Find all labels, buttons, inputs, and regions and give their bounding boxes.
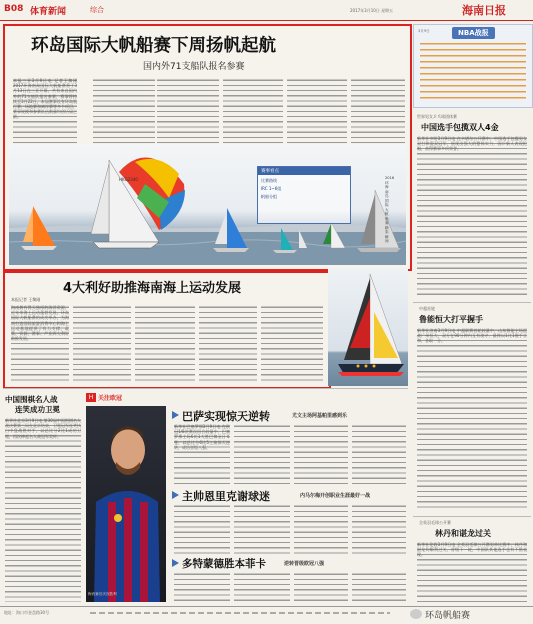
page-number: B08	[4, 4, 24, 14]
masthead: 海南日报	[462, 4, 506, 17]
second-title: 4大利好助推海南海上运动发展	[63, 281, 242, 296]
bottom-right-article	[413, 518, 531, 604]
lead-body-col6	[351, 78, 405, 148]
lead-photo-caption: 2016环海南岛国际大帆船赛精彩瞬间	[385, 176, 395, 243]
second-body-col4	[199, 305, 257, 383]
right-article-2	[413, 304, 531, 514]
right2-body: 新华社济南3月9日电 中超联赛首轮较量中，山东鲁能主场迎战广州恒大，双方在90分钟内互有攻守，最终以1比1握手言和，各取一分。	[417, 328, 527, 508]
route-info-item: 帆船分组	[261, 194, 277, 199]
lead-body-col1: 本报三亚3月9日电 记者王黎刚 2017环海南岛国际大帆船赛将于3月13日在三亚开幕，共有来自国内外的71支船队报名参赛，赛事将持续至3月22日。本届赛事设有环岛航行赛、场地赛和离岸赛等多个项目，赛事规模和参赛队伍数量均创历届之最。	[13, 78, 77, 148]
racing-sailboat-icon	[328, 268, 408, 386]
nba-scores	[420, 41, 526, 103]
section-name: 体育新闻	[30, 7, 67, 17]
nba-box	[413, 24, 533, 108]
lead-body-col3	[157, 78, 219, 148]
br-body: 新华社伦敦3月9日电 全英羽毛球公开赛男单比赛中，林丹和谌龙均顺利过关，晋级下一轮，中国队其他选手也有不错表现。	[417, 542, 527, 602]
br-title: 林丹和谌龙过关	[435, 529, 491, 538]
euro-sub-1: 尤文主场阿基帕里感到乐	[292, 413, 348, 419]
euro-tag	[86, 392, 136, 404]
nba-note: 3月9日	[418, 29, 430, 33]
right1-tag: 世界男女乒乓球团体赛	[417, 114, 457, 119]
route-info-item: IRC 1~6组	[261, 186, 282, 191]
euro-sub-3: 逆转晋级欧冠八强	[284, 561, 325, 567]
euro-sub-2: 内马尔梅开创职业生涯最好一战	[300, 493, 371, 499]
euro-tag-badge: H	[86, 393, 96, 402]
lead-body-col5	[287, 78, 347, 148]
euro-story-1	[170, 408, 408, 486]
euro-title-1: 巴萨实现惊天逆转	[182, 410, 270, 423]
route-info-box	[257, 166, 351, 224]
sub-section: 综合	[90, 6, 104, 14]
racing-boat-photo	[328, 268, 408, 386]
euro-body-1b	[234, 424, 290, 484]
right-divider	[413, 302, 531, 303]
route-info-title: 赛事看点	[258, 167, 350, 175]
right2-title: 鲁能恒大打平握手	[419, 315, 483, 324]
second-byline: 本报记者 王黎刚	[11, 297, 41, 302]
nba-title: NBA战报	[452, 27, 495, 39]
euro-arrow-icon	[172, 491, 179, 499]
lead-body-col2	[93, 78, 155, 148]
euro-body-3c	[294, 572, 348, 602]
page-footer	[0, 606, 533, 624]
lead-body-col4	[223, 78, 283, 148]
euro-body-2b	[234, 504, 290, 554]
euro-body-2c	[294, 504, 348, 554]
euro-title-2: 主帅恩里克谢球迷	[182, 490, 270, 503]
euro-story-2	[170, 488, 408, 556]
right1-body: 新华社多哈3月9日电 在卡塔尔公开赛中，中国选手包揽男女双打和混双冠军，展现出强大的整体实力，国乒新人表现抢眼，获得赛事多项荣誉。	[417, 136, 527, 296]
dateline: 2017年3月10日 星期五	[350, 8, 394, 13]
euro-body-1a: 新华社巴塞罗那3月9日电 在欧冠1/8决赛次回合较量中，巴塞罗那主场6比1大胜巴黎圣日耳曼，以总比分6比5上演惊天逆转，成功晋级八强。	[174, 424, 230, 484]
euro-body-1c	[294, 424, 348, 484]
second-body-col3	[135, 305, 195, 383]
second-body-col1: 海南拥有得天独厚的海洋资源，近年来海上运动蓬勃发展。环岛国际大帆船赛的成功举办，为海南打造国际旅游消费中心和海上运动基地提供了有力支撑，政策、资源、赛事、产业四大利好助推发展。	[11, 305, 69, 383]
player-photo	[86, 406, 166, 602]
euro-tag-label: 关注欧冠	[98, 395, 123, 402]
left-body: 新华社北京3月9日电 第30届中国围棋名人战决赛第三局在北京结束，卫冕冠军连笑执白中盘战胜对手，以总比分2比1成功卫冕，再次捧起名人战冠军奖杯。	[5, 418, 81, 602]
right2-tag: 中超首轮	[419, 306, 435, 311]
br-tag: 全英羽毛球公开赛	[419, 520, 451, 525]
left-title-line1: 中国围棋名人战	[5, 395, 58, 404]
euro-body-3d	[352, 572, 406, 602]
euro-arrow-icon	[172, 411, 179, 419]
svg-text:HKG2340: HKG2340	[119, 177, 138, 182]
page-header	[0, 0, 533, 21]
euro-story-3	[170, 556, 408, 604]
right-article-1	[413, 112, 531, 300]
euro-body-1d	[352, 424, 406, 484]
lead-title: 环岛国际大帆船赛下周扬帆起航	[31, 36, 276, 56]
euro-arrow-icon	[172, 559, 179, 567]
wechat-icon	[410, 609, 422, 619]
euro-title-3: 多特蒙德胜本菲卡	[182, 558, 266, 570]
left-article	[3, 392, 83, 604]
player-photo-caption: 梅西赛后庆祝胜利	[88, 592, 117, 596]
footer-right: 环岛帆船赛	[425, 611, 471, 621]
lead-subtitle: 国内外71支船队报名参赛	[143, 62, 245, 72]
euro-body-2d	[352, 504, 406, 554]
second-body-col5	[261, 305, 323, 383]
left-title-line2: 连笑成功卫冕	[15, 405, 60, 414]
footer-left: 地址：海口市金盘路30号	[4, 610, 50, 615]
footer-info-rule	[90, 612, 390, 614]
euro-body-3b	[234, 572, 290, 602]
euro-body-3a	[174, 572, 230, 602]
section-divider	[3, 388, 408, 389]
lead-story-box	[3, 24, 412, 271]
route-info-item: 比赛路线	[261, 178, 277, 183]
second-body-col2	[73, 305, 131, 383]
second-story-box	[3, 271, 331, 389]
euro-body-2a	[174, 504, 230, 554]
right-divider-2	[413, 516, 531, 517]
football-player-icon	[86, 406, 166, 602]
right1-title: 中国选手包揽双人4金	[421, 123, 499, 132]
